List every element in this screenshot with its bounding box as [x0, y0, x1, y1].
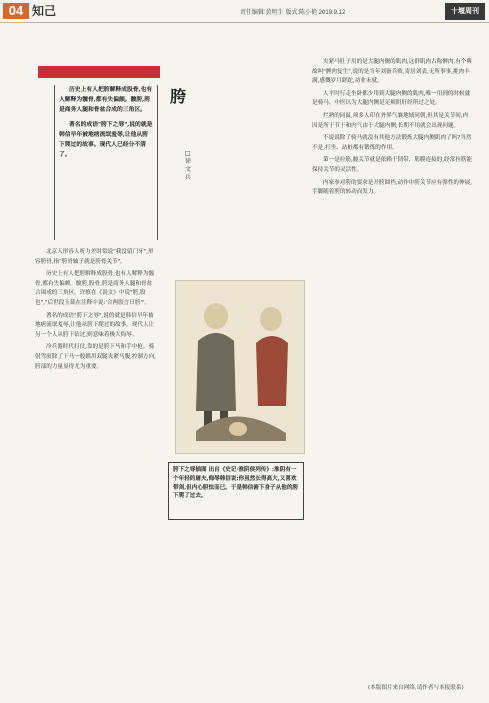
- page-header: [0, 0, 489, 23]
- body-paragraph: 著名的成语"胯下之辱",说的就是韩信早年被地痞流氓羞辱,让他从胯下爬过的故事。现代人让另一个人从胯下钻过,则意味着极大侮辱。: [35, 312, 155, 338]
- article-title: 胯: [170, 87, 187, 106]
- body-paragraph: 北京人形容人听力差时常说"我没留门牙",形容胯骨,指"胯骨轴子就是胯骨关节"。: [35, 249, 154, 265]
- body-paragraph: 烂熟的同鼠,须多人印在外界气襄地域同朝,但其是关节间,内因是所于节于和内气由于大腿内侧,长期不用就会出现问题。: [312, 112, 469, 129]
- deck-paragraph: 历史上有人把胯解释成股骨,也有人解释为髋骨,都有失偏颇。髋胯,胯是商务人腿和骨盆合成的三角区。: [59, 87, 153, 114]
- body-paragraph: 不说说除了骑马就没有其他方法锻炼大腿内侧肌肉了吗?当然不是,打坐、站桩都有锻炼的作用。: [312, 135, 472, 151]
- body-paragraph: 内家拳对胯的要求是开胯圆裆,动作中胯关节应有弹性的伸展,手脚随着胯的转动而发力。: [312, 179, 472, 196]
- body-paragraph: 历史上有人把胯解释成股骨,也有人解释为髋骨,都有失偏颇。髋胯,股骨,胯是商务人腿和骨盆合围成的三角区。许慎在《说文》中说"胯,股也","后世段玉裁在注释中说:'合两股言曰胯'"。: [35, 271, 155, 306]
- body-paragraph: 夹紧马肚子用的是大腿内侧的肌肉,这群肌肉古称髀肉,有个典故叫"髀肉复生",说的是当年刘备兵败,寄居刘表,无所事事,挑肉丰满,感慨岁月蹉跎,功业未就。: [312, 59, 472, 85]
- article-deck: [54, 85, 158, 240]
- deck-bar: [38, 66, 160, 78]
- illustration-figures: [176, 281, 304, 453]
- image-credit-note: (本版图片来自网络,请作者与本报联系): [368, 685, 464, 691]
- editor-meta: 责任编辑:黄明生 版式:陈小艳 2019.9.12: [240, 10, 346, 16]
- image-caption: 胯下之辱插图 出自《史记·淮阴侯列传》:淮阴有一个年轻的屠夫,侮辱韩信说:你虽然长得高大,又喜欢带剑,但内心胆怯而已。于是韩信俯下身子从他的胯下爬了过去。: [168, 462, 304, 520]
- illustration: [175, 280, 305, 454]
- deck-paragraph: 著名的成语"胯下之辱",说的就是韩信早年被地痞流氓羞辱,让他从胯下爬过的故事。现代人已经分不清了。: [59, 121, 153, 159]
- page-number: 04: [3, 3, 29, 19]
- byline: □徐文兵: [185, 150, 192, 181]
- body-column-left: [35, 248, 157, 693]
- body-paragraph: 第一是拉筋,髋关节就是依赖于韧带、筋膜连接的,经常拉筋能保持关节的灵活性。: [312, 157, 472, 173]
- body-paragraph: 人平时行走坐卧都少用到大腿内侧的肌肉,唯一用到的时候就是骑马。中医认为大腿内侧是足厥阴肝经所过之处。: [312, 90, 471, 107]
- body-paragraph: 冷兵器时代打仗,靠的是胯下马和手中枪。骑射驾驭除了下马一般都用双腿夹紧马腹,控制方向,胯部的力量显得尤为重要。: [35, 344, 157, 370]
- section-title: 知己: [32, 4, 57, 18]
- masthead-logo: 十堰周刊: [445, 3, 485, 20]
- body-column-right: [312, 58, 472, 653]
